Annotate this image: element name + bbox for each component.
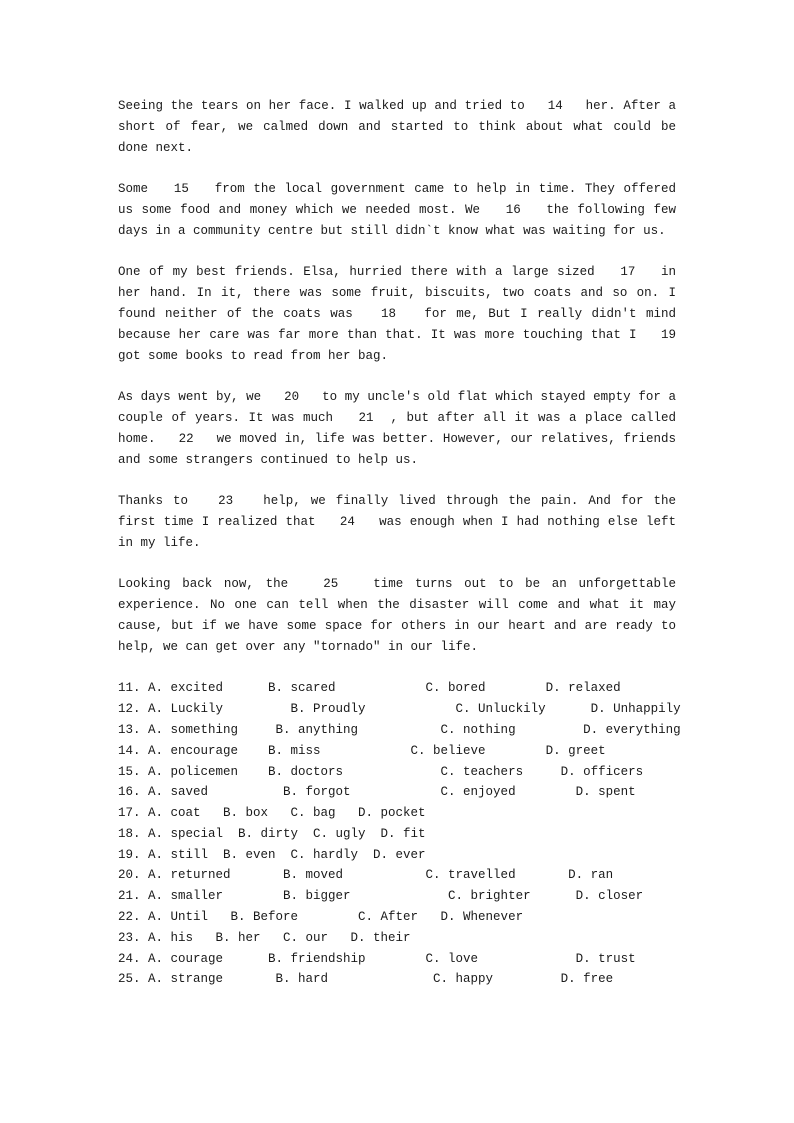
paragraph-6: Looking back now, the 25 time turns out to be an unforgettable experience. No one can tell when the disaster will come and what it may cause, but if we have some space for others in our heart and are ready to help, we can get over any "tornado" in our life. <box>118 577 684 654</box>
question-line-21: 21. A. smaller B. bigger C. brighter D. closer <box>118 889 644 904</box>
document-content <box>118 96 699 990</box>
paragraph-4: As days went by, we 20 to my uncle's old flat which stayed empty for a couple of years. It was much 21 , but after all it was a place called home. 22 we moved in, life was better. However, our relatives, friends and some strangers continued to help us. <box>118 390 684 467</box>
question-line-23: 23. A. his B. her C. our D. their <box>118 930 411 945</box>
question-line-11: 11. A. excited B. scared C. bored D. relaxed <box>118 681 621 696</box>
question-line-16: 16. A. saved B. forgot C. enjoyed D. spent <box>118 785 636 800</box>
paragraph-1: Seeing the tears on her face. I walked up and tried to 14 her. After a short of fear, we calmed down and started to think about what could be done next. <box>118 99 684 155</box>
question-line-18: 18. A. special B. dirty C. ugly D. fit <box>118 826 426 841</box>
paragraph-3: One of my best friends. Elsa, hurried there with a large sized 17 in her hand. In it, there was some fruit, biscuits, two coats and so on. I found neither of the coats was 18 for me, But I really didn't mind because her care was far more than that. It was more touching that I 19 got some books to read from her bag. <box>118 265 699 363</box>
question-line-20: 20. A. returned B. moved C. travelled D. ran <box>118 868 614 883</box>
paragraph-2: Some 15 from the local government came to help in time. They offered us some food and money which we needed most. We 16 the following few days in a community centre but still didn`t know what was waiting for us. <box>118 182 684 238</box>
question-line-24: 24. A. courage B. friendship C. love D. trust <box>118 951 636 966</box>
question-line-19: 19. A. still B. even C. hardly D. ever <box>118 847 426 862</box>
question-line-13: 13. A. something B. anything C. nothing D. everything <box>118 722 681 737</box>
question-line-22: 22. A. Until B. Before C. After D. Whenever <box>118 910 524 925</box>
question-line-25: 25. A. strange B. hard C. happy D. free <box>118 972 614 987</box>
question-line-15: 15. A. policemen B. doctors C. teachers D. officers <box>118 764 644 779</box>
paragraph-5: Thanks to 23 help, we finally lived through the pain. And for the first time I realized that 24 was enough when I had nothing else left in my life. <box>118 494 684 550</box>
question-list <box>118 678 681 990</box>
question-line-12: 12. A. Luckily B. Proudly C. Unluckily D. Unhappily <box>118 702 681 717</box>
question-line-14: 14. A. encourage B. miss C. believe D. greet <box>118 743 606 758</box>
question-line-17: 17. A. coat B. box C. bag D. pocket <box>118 806 426 821</box>
